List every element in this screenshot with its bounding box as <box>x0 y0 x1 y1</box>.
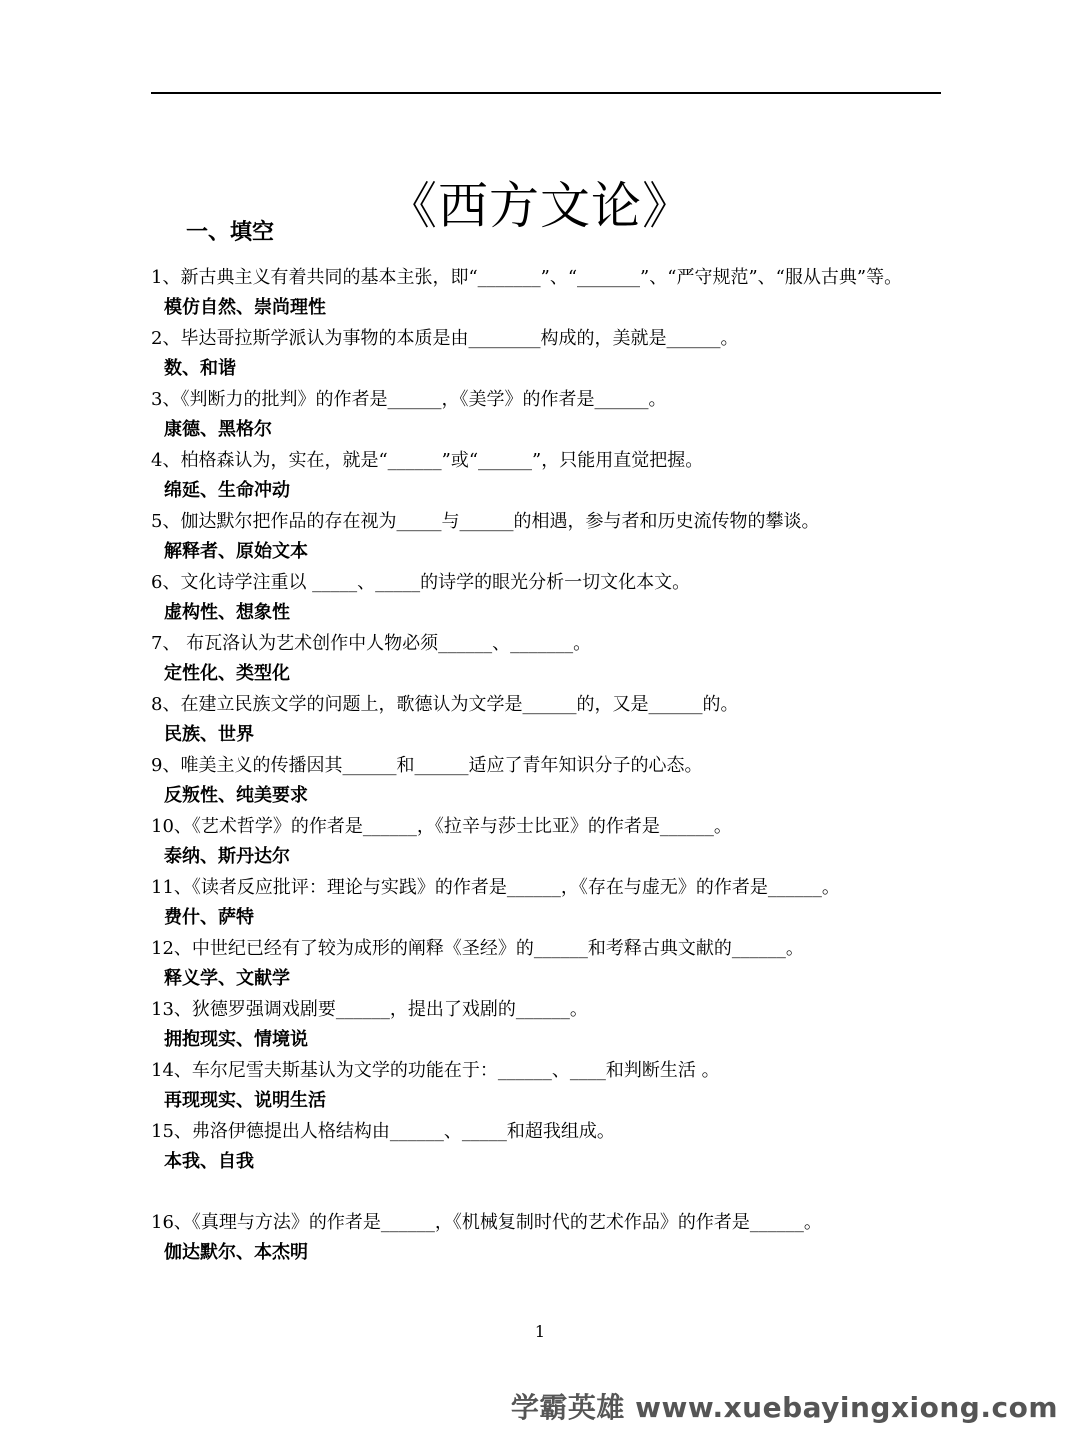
question-text: 10、《艺术哲学》的作者是______，《拉辛与莎士比亚》的作者是______。 <box>151 816 732 837</box>
answer-text: 模仿自然、崇尚理性 <box>164 297 326 318</box>
answer-text: 拥抱现实、情境说 <box>164 1029 308 1050</box>
question-item-3 <box>151 384 946 445</box>
question-text: 6、文化诗学注重以 _____、_____的诗学的眼光分析一切文化本文。 <box>151 572 691 593</box>
section-heading: 一、填空 <box>186 220 275 245</box>
answer-text: 反叛性、纯美要求 <box>164 785 308 806</box>
question-text: 16、《真理与方法》的作者是______，《机械复制时代的艺术作品》的作者是______。 <box>151 1212 822 1233</box>
document-title: 《西方文论》 <box>387 176 693 235</box>
question-text: 1、新古典主义有着共同的基本主张，即“_______”、“_______”、“严守规范”、“服从古典”等。 <box>151 267 903 288</box>
top-rule <box>151 92 941 94</box>
answer-text: 虚构性、想象性 <box>164 602 290 623</box>
question-item-15 <box>151 1116 946 1177</box>
question-item-1 <box>151 262 946 323</box>
question-item-10 <box>151 811 946 872</box>
page-number: 1 <box>534 1322 546 1341</box>
question-item-4 <box>151 445 946 506</box>
answer-text: 定性化、类型化 <box>164 663 290 684</box>
question-list <box>151 262 946 1268</box>
question-text: 2、毕达哥拉斯学派认为事物的本质是由________构成的，美就是______。 <box>151 328 739 349</box>
question-item-12 <box>151 933 946 994</box>
question-text: 5、伽达默尔把作品的存在视为_____与______的相遇，参与者和历史流传物的攀谈。 <box>151 511 820 532</box>
question-text: 8、在建立民族文学的问题上，歌德认为文学是______的，又是______的。 <box>151 694 739 715</box>
question-text: 12、中世纪已经有了较为成形的阐释《圣经》的______和考释古典文献的______。 <box>151 938 804 959</box>
question-item-13 <box>151 994 946 1055</box>
blank-spacer <box>151 1177 946 1207</box>
question-text: 15、弗洛伊德提出人格结构由______、_____和超我组成。 <box>151 1121 615 1142</box>
answer-text: 释义学、文献学 <box>164 968 290 989</box>
answer-text: 民族、世界 <box>164 724 254 745</box>
question-text: 4、柏格森认为，实在，就是“______”或“______”，只能用直觉把握。 <box>151 450 704 471</box>
answer-text: 本我、自我 <box>164 1151 254 1172</box>
question-item-6 <box>151 567 946 628</box>
question-item-14 <box>151 1055 946 1116</box>
question-item-9 <box>151 750 946 811</box>
answer-text: 伽达默尔、本杰明 <box>164 1242 308 1263</box>
question-item-8 <box>151 689 946 750</box>
answer-text: 费什、萨特 <box>164 907 254 928</box>
question-item-5 <box>151 506 946 567</box>
question-item-7 <box>151 628 946 689</box>
question-text: 9、唯美主义的传播因其______和______适应了青年知识分子的心态。 <box>151 755 703 776</box>
answer-text: 再现现实、说明生活 <box>164 1090 326 1111</box>
watermark-text: 学霸英雄 www.xuebayingxiong.com <box>510 1391 1058 1424</box>
question-text: 11、《读者反应批评：理论与实践》的作者是______，《存在与虚无》的作者是______。 <box>151 877 840 898</box>
answer-text: 泰纳、斯丹达尔 <box>164 846 290 867</box>
question-item-2 <box>151 323 946 384</box>
question-item-16 <box>151 1207 946 1268</box>
question-text: 3、《判断力的批判》的作者是______，《美学》的作者是______。 <box>151 389 667 410</box>
answer-text: 康德、黑格尔 <box>164 419 272 440</box>
answer-text: 解释者、原始文本 <box>164 541 308 562</box>
question-text: 14、车尔尼雪夫斯基认为文学的功能在于：______、____和判断生活 。 <box>151 1060 720 1081</box>
question-item-11 <box>151 872 946 933</box>
answer-text: 数、和谐 <box>164 358 236 379</box>
answer-text: 绵延、生命冲动 <box>164 480 290 501</box>
question-text: 13、狄德罗强调戏剧要______，提出了戏剧的______。 <box>151 999 588 1020</box>
question-text: 7、 布瓦洛认为艺术创作中人物必须______、_______。 <box>151 633 592 654</box>
